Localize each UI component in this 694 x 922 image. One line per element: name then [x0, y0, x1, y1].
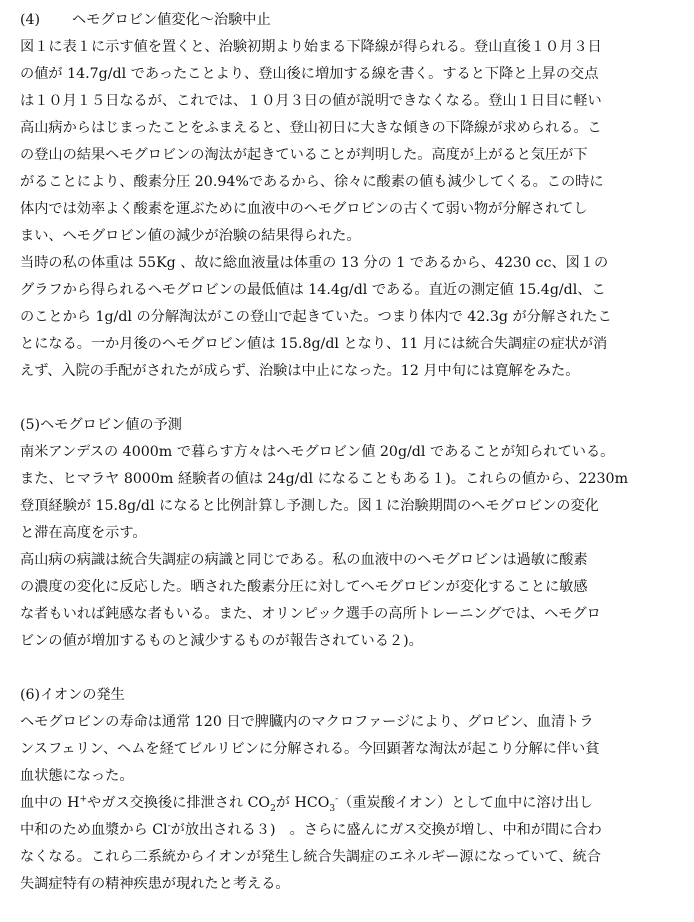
section-6-heading: (6)イオンの発生	[20, 687, 125, 703]
section-4-title: ヘモグロビン値変化～治験中止	[72, 12, 271, 28]
text-line: の濃度の変化に反応した。晒された酸素分圧に対してヘモグロビンが変化することに敏感	[20, 579, 588, 595]
text-line: ビンの値が増加するものと減少するものが報告されている２)。	[20, 633, 423, 649]
text-line: 当時の私の体重は 55Kg 、故に総血液量は体重の 13 分の 1 であるから、4230 cc、図１の	[20, 255, 609, 271]
section-4-heading	[20, 7, 680, 34]
text-run: が放出される３) 。さらに盛んにガス交換が増し、中和が間に合わ	[170, 822, 602, 838]
text-line: がることにより、酸素分圧 20.94%であるから、徐々に酸素の値も減少してくる。この時に	[20, 174, 604, 190]
text-line: なくなる。これら二系統からイオンが発生し統合失調症のエネルギー源になっていて、統合	[20, 849, 601, 865]
text-run: 血中の H	[20, 795, 80, 811]
section-4-body	[20, 34, 680, 385]
text-line: また、ヒマラヤ 8000m 経験者の値は 24g/dl になることもある１)。これらの値から、2230m	[20, 471, 629, 487]
text-line: 高山病からはじまったことをふまえると、登山初日に大きな傾きの下降線が求められる。こ	[20, 120, 602, 136]
text-line: と滞在高度を示す。	[20, 525, 147, 541]
text-line: 血状態になった。	[20, 768, 134, 784]
text-line: の登山の結果ヘモグロビンの淘汰が起きていることが判明した。高度が上がると気圧が下	[20, 147, 588, 163]
text-line: 体内では効率よく酸素を運ぶために血液中のヘモグロビンの古くて弱い物が分解されてし	[20, 201, 588, 217]
text-line: な者もいれば鈍感な者もいる。また、オリンピック選手の高所トレーニングでは、ヘモグロ	[20, 606, 601, 622]
paragraph-gap	[20, 385, 680, 412]
text-line: のことから 1g/dl の分解淘汰がこの登山で起きていた。つまり体内で 42.3g が分解されたこ	[20, 309, 612, 325]
text-line: グラフから得られるヘモグロビンの最低値は 14.4g/dl である。直近の測定値 15.4g/dl、こ	[20, 282, 606, 298]
text-line: 失調症特有の精神疾患が現れたと考える。	[20, 876, 290, 892]
text-line: えず、入院の手配がされたが成らず、治験は中止になった。12 月中旬には寛解をみた。	[20, 363, 580, 379]
superscript: -	[167, 821, 171, 832]
text-run: が HCO	[275, 795, 330, 811]
superscript: -	[335, 794, 339, 805]
text-line: まい、ヘモグロビン値の減少が治験の結果得られた。	[20, 228, 361, 244]
text-line: 高山病の病識は統合失調症の病識と同じである。私の血液中のヘモグロビンは過敏に酸素	[20, 552, 588, 568]
paragraph-gap	[20, 655, 680, 682]
document-page	[20, 7, 680, 898]
superscript: +	[79, 794, 87, 805]
text-run: やガス交換後に排泄され CO	[87, 795, 271, 811]
text-line: 図１に表１に示す値を置くと、治験初期より始まる下降線が得られる。登山直後１０月３日	[20, 39, 602, 55]
section-5-heading: (5)ヘモグロビン値の予測	[20, 417, 182, 433]
text-line: ンスフェリン、ヘムを経てビルリビンに分解される。今回顕著な淘汰が起こり分解に伴い貧	[20, 741, 600, 757]
section-4-number: (4)	[20, 12, 41, 28]
text-line: とになる。一か月後のヘモグロビン値は 15.8g/dl となり、11 月には統合失調症の症状が消	[20, 336, 608, 352]
ion-text-line	[20, 817, 680, 844]
text-line: の値が 14.7g/dl であったことより、登山後に増加する線を書く。すると下降と上昇の交点	[20, 66, 599, 82]
ion-text-line	[20, 790, 680, 817]
subscript: 2	[270, 803, 276, 814]
text-run: 中和のため血漿から Cl	[20, 822, 168, 838]
section-5-body	[20, 439, 680, 655]
text-line: 登頂経験が 15.8g/dl になると比例計算し予測した。図１に治験期間のヘモグロビンの変化	[20, 498, 599, 514]
subscript: 3	[329, 803, 336, 814]
text-run: （重炭酸イオン）として血中に溶け出し	[338, 795, 594, 811]
text-line: は１０月１５日なるが、これでは、１０月３日の値が説明できなくなる。登山１日目に軽い	[20, 93, 602, 109]
text-line: 南米アンデスの 4000m で暮らす方々はヘモグロビン値 20g/dl であることが知られている。	[20, 444, 615, 460]
section-6-body	[20, 709, 680, 898]
text-line: ヘモグロビンの寿命は通常 120 日で脾臓内のマクロファージにより、グロビン、血清トラ	[20, 714, 594, 730]
